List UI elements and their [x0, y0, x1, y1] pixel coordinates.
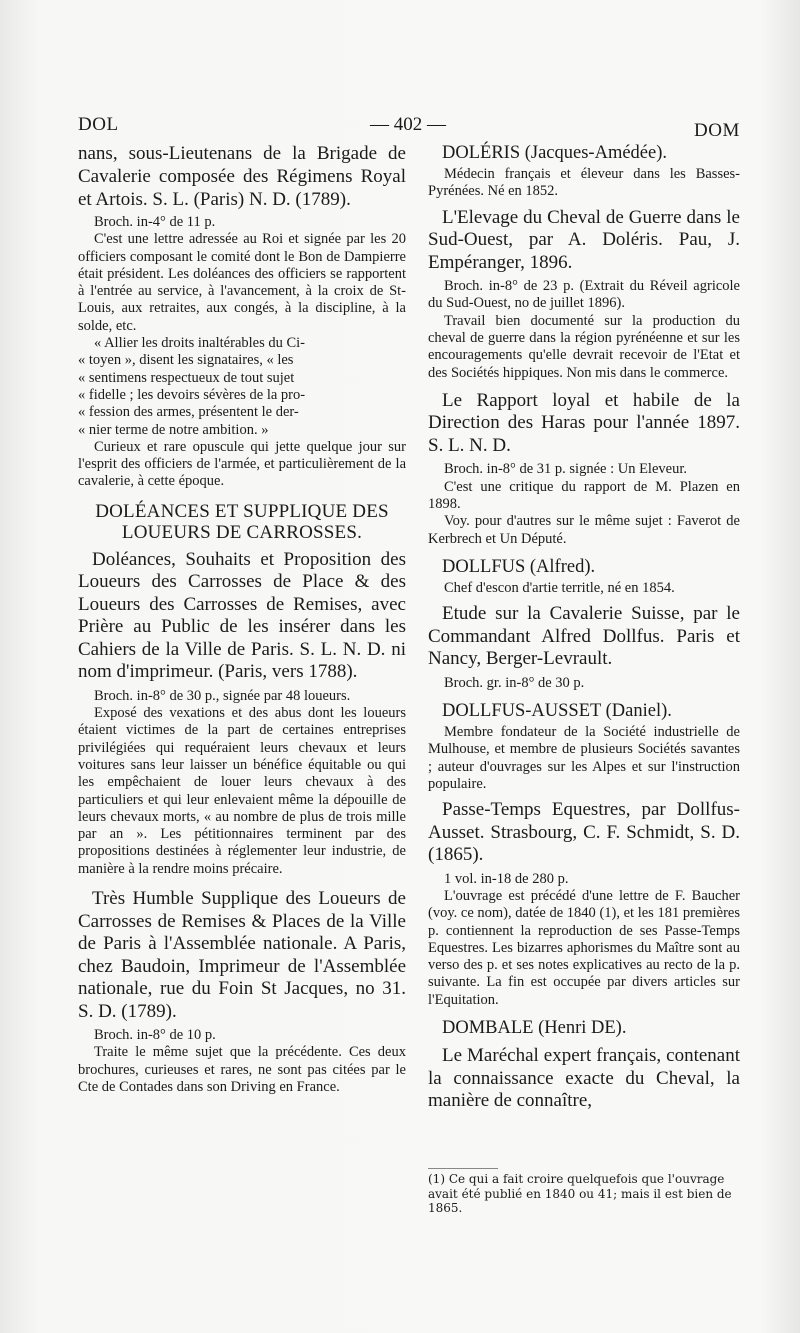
right-column: [428, 142, 740, 1117]
quote-line: « nier terme de notre ambition. »: [78, 421, 269, 438]
author-bio: Membre fondateur de la Société industrielle de Mulhouse, et membre de plusieurs Sociétés savantes ; auteur d'ouvrages sur les Alpes et sur l'instruction populaire.: [428, 723, 740, 792]
entry-format: Broch. in-8° de 10 p.: [94, 1027, 216, 1044]
author-heading: DOLÉRIS (Jacques-Amédée).: [442, 143, 668, 163]
running-head-left: DOL: [78, 114, 119, 135]
quotation: [78, 335, 406, 439]
entry-title: Passe-Temps Equestres, par Dollfus-Ausset. Strasbourg, C. F. Schmidt, S. D. (1865).: [428, 799, 740, 866]
continued-entry-format: Broch. in-4° de 11 p.: [94, 214, 216, 230]
author-bio: Médecin français et éleveur dans les Basses-Pyrénées. Né en 1852.: [428, 166, 740, 200]
section-heading: DOLÉANCES ET SUPPLIQUE DES LOUEURS DE CARROSSES.: [95, 500, 389, 543]
author-heading: DOLLFUS-AUSSET (Daniel).: [442, 700, 672, 721]
quote-line: « sentimens respectueux de tout sujet: [78, 369, 295, 386]
entry-title: Doléances, Souhaits et Proposition des Loueurs des Carrosses de Place & des Loueurs des Carrosses de Remises, avec Prière au Public de les insérer dans les Cahiers de la Ville de Paris. S. L. N. D. ni nom d'imprimeur. (Paris, vers 1788).: [78, 548, 406, 683]
entry-format: Broch. in-8° de 23 p. (Extrait du Réveil agricole du Sud-Ouest, no de juillet 1896).: [428, 278, 740, 312]
entry-description: Travail bien documenté sur la production du cheval de guerre dans la région pyrénéenne et sur les encouragements qu'elle devrait recevoir de l'Etat et des Sociétés hippiques. Non mis dans le commerce.: [428, 312, 740, 381]
author-bio: Chef d'escon d'artie territle, né en 1854.: [444, 579, 675, 596]
left-column: [78, 142, 406, 1096]
entry-description: L'ouvrage est précédé d'une lettre de F. Baucher (voy. ce nom), datée de 1840 (1), et les 181 premières p. contiennent la reproduction de ses Passe-Temps Equestres. Les bizarres aphorismes du Maître sont au verso des p. et ses notes explicatives au recto de la p. suivante. La fin est occupée par divers articles sur l'Equitation.: [428, 887, 740, 1008]
continued-entry-description: C'est une lettre adressée au Roi et signée par les 20 officiers composant le comité dont le Bon de Dampierre était président. Les doléances des officiers se rapportent à l'entrée au service, à l'avancement, à la croix de St-Louis, aux retraites, aux congés, à la discipline, à la solde, etc.: [78, 231, 406, 334]
entry-description: C'est une critique du rapport de M. Plazen en 1898.: [428, 478, 740, 512]
entry-title: Le Maréchal expert français, contenant la connaissance exacte du Cheval, la manière de connaître,: [428, 1045, 740, 1112]
quote-line: « fession des armes, présentent le der-: [78, 404, 299, 421]
entry-format: Broch. in-8° de 31 p. signée : Un Eleveur.: [444, 461, 687, 478]
footnote: (1) Ce qui a fait croire quelquefois que l'ouvrage avait été publié en 1840 ou 41; mais il est bien de 1865.: [428, 1172, 732, 1215]
quote-line: « toyen », disent les signataires, « les: [78, 352, 294, 369]
quote-line: « Allier les droits inaltérables du Ci-: [94, 335, 306, 352]
running-head-right: DOM: [694, 120, 740, 141]
author-heading: DOLLFUS (Alfred).: [442, 556, 596, 577]
continued-entry-title: nans, sous-Lieutenans de la Brigade de Cavalerie composée des Régimens Royal et Artois. S. L. (Paris) N. D. (1789).: [78, 143, 406, 210]
entry-description: Exposé des vexations et des abus dont les loueurs étaient victimes de la part de certaines entreprises privilégiées qui requéraient leurs chevaux et leurs voitures sans leur laisser un bénéfice équitable ou qui les empêchaient de louer leurs chevaux à des particuliers et qui leur enlevaient même la dépouille de leurs chevaux morts, « au nombre de plus de trois mille par an ». Les pétitionnaires terminent par des propositions destinées à réglementer leur industrie, de manière à la rendre moins précaire.: [78, 705, 406, 877]
entry-format: Broch. in-8° de 30 p., signée par 48 loueurs.: [94, 687, 351, 704]
entry-description: Traite le même sujet que la précédente. Ces deux brochures, curieuses et rares, ne sont pas citées par le Cte de Contades dans son Driving en France.: [78, 1044, 406, 1095]
entry-format: 1 vol. in-18 de 280 p.: [444, 870, 569, 887]
footnote-rule: [428, 1168, 498, 1169]
author-heading: DOMBALE (Henri DE).: [442, 1018, 627, 1039]
page-number: — 402 —: [370, 114, 446, 135]
entry-title: Etude sur la Cavalerie Suisse, par le Commandant Alfred Dollfus. Paris et Nancy, Berger-Levrault.: [428, 603, 740, 670]
continued-entry-comment: Curieux et rare opuscule qui jette quelque jour sur l'esprit des officiers de l'armée, et particulièrement de la cavalerie, à cette époque.: [78, 438, 406, 490]
entry-format: Broch. gr. in-8° de 30 p.: [444, 674, 585, 691]
entry-title: Très Humble Supplique des Loueurs de Carrosses de Remises & Places de la Ville de Paris à l'Assemblée nationale. A Paris, chez Baudoin, Imprimeur de l'Assemblée nationale, rue du Foin St Jacques, no 31. S. D. (1789).: [78, 888, 406, 1022]
cross-reference: Voy. pour d'autres sur le même sujet : Faverot de Kerbrech et Un Député.: [428, 513, 740, 547]
entry-title: Le Rapport loyal et habile de la Direction des Haras pour l'année 1897. S. L. N. D.: [428, 389, 740, 456]
entry-title: L'Elevage du Cheval de Guerre dans le Sud-Ouest, par A. Doléris. Pau, J. Empéranger, 1896.: [428, 206, 740, 273]
quote-line: « fidelle ; les devoirs sévères de la pro-: [78, 386, 306, 403]
